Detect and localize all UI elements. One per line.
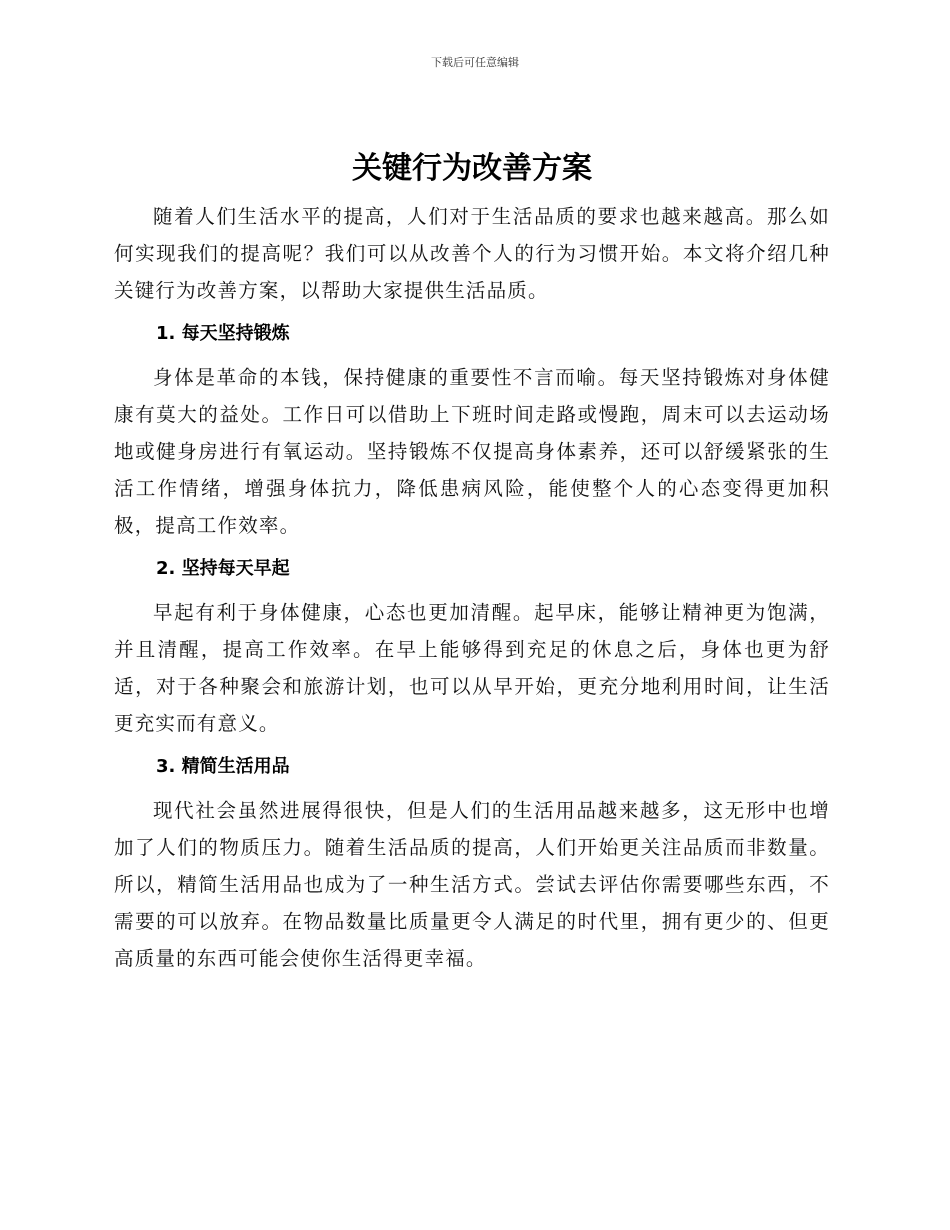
document-content <box>114 148 830 977</box>
section-body-early-rise: 早起有利于身体健康，心态也更加清醒。起早床，能够让精神更为饱满，并且清醒，提高工作效率。在早上能够得到充足的休息之后，身体也更为舒适，对于各种聚会和旅游计划，也可以从早开始，更充分地利用时间，让生活更充实而有意义。 <box>114 601 830 735</box>
section-body-minimalism: 现代社会虽然进展得很快，但是人们的生活用品越来越多，这无形中也增加了人们的物质压力。随着生活品质的提高，人们开始更关注品质而非数量。所以，精简生活用品也成为了一种生活方式。尝试去评估你需要哪些东西，不需要的可以放弃。在物品数量比质量更令人满足的时代里，拥有更少的、但更高质量的东西可能会使你生活得更幸福。 <box>114 799 830 970</box>
section-heading-early-rise: 2. 坚持每天早起 <box>156 558 290 579</box>
section-body-exercise: 身体是革命的本钱，保持健康的重要性不言而喻。每天坚持锻炼对身体健康有莫大的益处。工作日可以借助上下班时间走路或慢跑，周末可以去运动场地或健身房进行有氧运动。坚持锻炼不仅提高身体素养，还可以舒缓紧张的生活工作情绪，增强身体抗力，降低患病风险，能使整个人的心态变得更加积极，提高工作效率。 <box>114 366 830 537</box>
document-title: 关键行为改善方案 <box>352 151 592 186</box>
section-heading-exercise: 1. 每天坚持锻炼 <box>156 323 290 344</box>
page-header-note: 下载后可任意编辑 <box>431 56 519 69</box>
intro-paragraph: 随着人们生活水平的提高，人们对于生活品质的要求也越来越高。那么如何实现我们的提高呢？我们可以从改善个人的行为习惯开始。本文将介绍几种关键行为改善方案，以帮助大家提供生活品质。 <box>114 205 830 302</box>
section-heading-minimalism: 3. 精简生活用品 <box>156 756 290 777</box>
